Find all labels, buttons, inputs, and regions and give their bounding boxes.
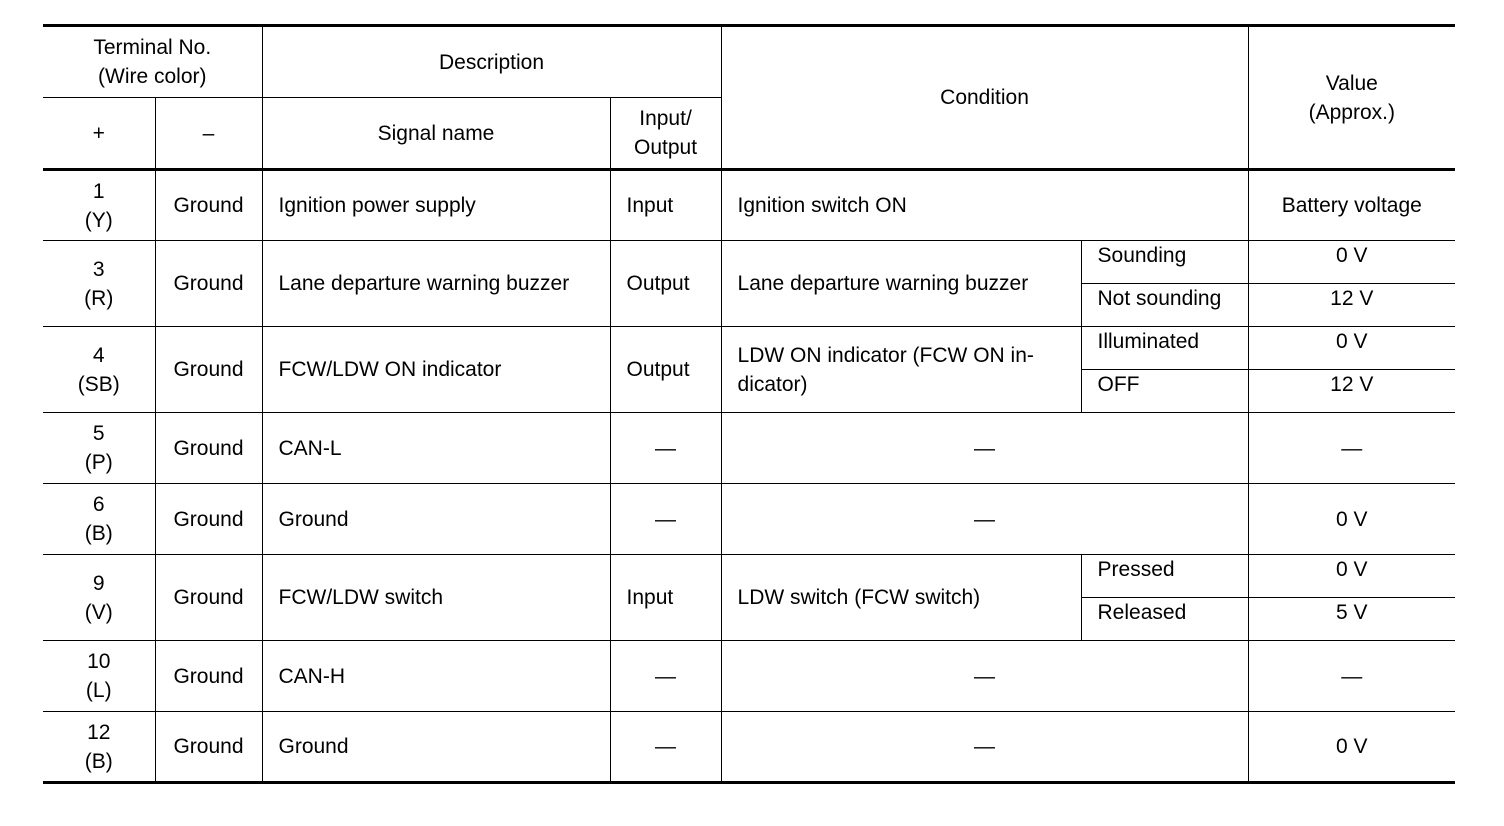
sub-condition-cell: Sounding [1081, 241, 1248, 284]
terminal-cell: 3 (R) [43, 241, 155, 327]
condition-cell: — [721, 413, 1248, 484]
ground-cell: Ground [155, 327, 262, 413]
value-cell: 0 V [1248, 484, 1455, 555]
terminal-cell: 9 (V) [43, 555, 155, 641]
description-header: Description [262, 26, 721, 98]
condition-cell: — [721, 484, 1248, 555]
sub-condition-cell: Released [1081, 598, 1248, 641]
condition-cell: LDW switch (FCW switch) [721, 555, 1081, 641]
value-cell: — [1248, 641, 1455, 712]
sub-condition-cell: Pressed [1081, 555, 1248, 598]
table-row [43, 241, 1455, 284]
terminal-cell: 1 (Y) [43, 170, 155, 241]
ground-cell: Ground [155, 712, 262, 783]
input-output-cell: Input [610, 555, 721, 641]
ground-cell: Ground [155, 170, 262, 241]
minus-header: – [155, 98, 262, 170]
signal-name-cell: FCW/LDW switch [262, 555, 610, 641]
table-row [43, 484, 1455, 555]
condition-header: Condition [721, 26, 1248, 170]
terminal-cell: 6 (B) [43, 484, 155, 555]
signal-name-cell: FCW/LDW ON indicator [262, 327, 610, 413]
terminal-no-header: Terminal No. (Wire color) [43, 26, 262, 98]
signal-name-cell: CAN-L [262, 413, 610, 484]
input-output-cell: Output [610, 241, 721, 327]
terminal-spec-table [43, 24, 1455, 784]
plus-header: + [43, 98, 155, 170]
value-cell: — [1248, 413, 1455, 484]
signal-name-cell: CAN-H [262, 641, 610, 712]
table-row [43, 641, 1455, 712]
input-output-cell: Input [610, 170, 721, 241]
input-output-cell: Output [610, 327, 721, 413]
value-cell: 0 V [1248, 241, 1455, 284]
terminal-cell: 10 (L) [43, 641, 155, 712]
condition-cell: — [721, 712, 1248, 783]
ground-cell: Ground [155, 641, 262, 712]
table-row [43, 413, 1455, 484]
table-row [43, 555, 1455, 598]
value-header: Value (Approx.) [1248, 26, 1455, 170]
condition-cell: Lane departure warning buzzer [721, 241, 1081, 327]
sub-condition-cell: Illuminated [1081, 327, 1248, 370]
ground-cell: Ground [155, 413, 262, 484]
table-body [43, 170, 1455, 783]
condition-cell: Ignition switch ON [721, 170, 1248, 241]
table-row [43, 170, 1455, 241]
value-cell: Battery voltage [1248, 170, 1455, 241]
value-cell: 0 V [1248, 712, 1455, 783]
ground-cell: Ground [155, 241, 262, 327]
condition-cell: LDW ON indicator (FCW ON in- dicator) [721, 327, 1081, 413]
input-output-cell: — [610, 712, 721, 783]
table-row [43, 712, 1455, 783]
signal-name-cell: Ignition power supply [262, 170, 610, 241]
table-row [43, 327, 1455, 370]
signal-name-header: Signal name [262, 98, 610, 170]
value-cell: 12 V [1248, 370, 1455, 413]
terminal-cell: 4 (SB) [43, 327, 155, 413]
input-output-cell: — [610, 413, 721, 484]
value-cell: 12 V [1248, 284, 1455, 327]
terminal-cell: 5 (P) [43, 413, 155, 484]
ground-cell: Ground [155, 555, 262, 641]
condition-cell: — [721, 641, 1248, 712]
signal-name-cell: Lane departure warning buzzer [262, 241, 610, 327]
value-cell: 0 V [1248, 555, 1455, 598]
input-output-cell: — [610, 484, 721, 555]
input-output-header: Input/ Output [610, 98, 721, 170]
value-cell: 5 V [1248, 598, 1455, 641]
value-cell: 0 V [1248, 327, 1455, 370]
signal-name-cell: Ground [262, 712, 610, 783]
sub-condition-cell: OFF [1081, 370, 1248, 413]
terminal-cell: 12 (B) [43, 712, 155, 783]
signal-name-cell: Ground [262, 484, 610, 555]
ground-cell: Ground [155, 484, 262, 555]
sub-condition-cell: Not sounding [1081, 284, 1248, 327]
input-output-cell: — [610, 641, 721, 712]
